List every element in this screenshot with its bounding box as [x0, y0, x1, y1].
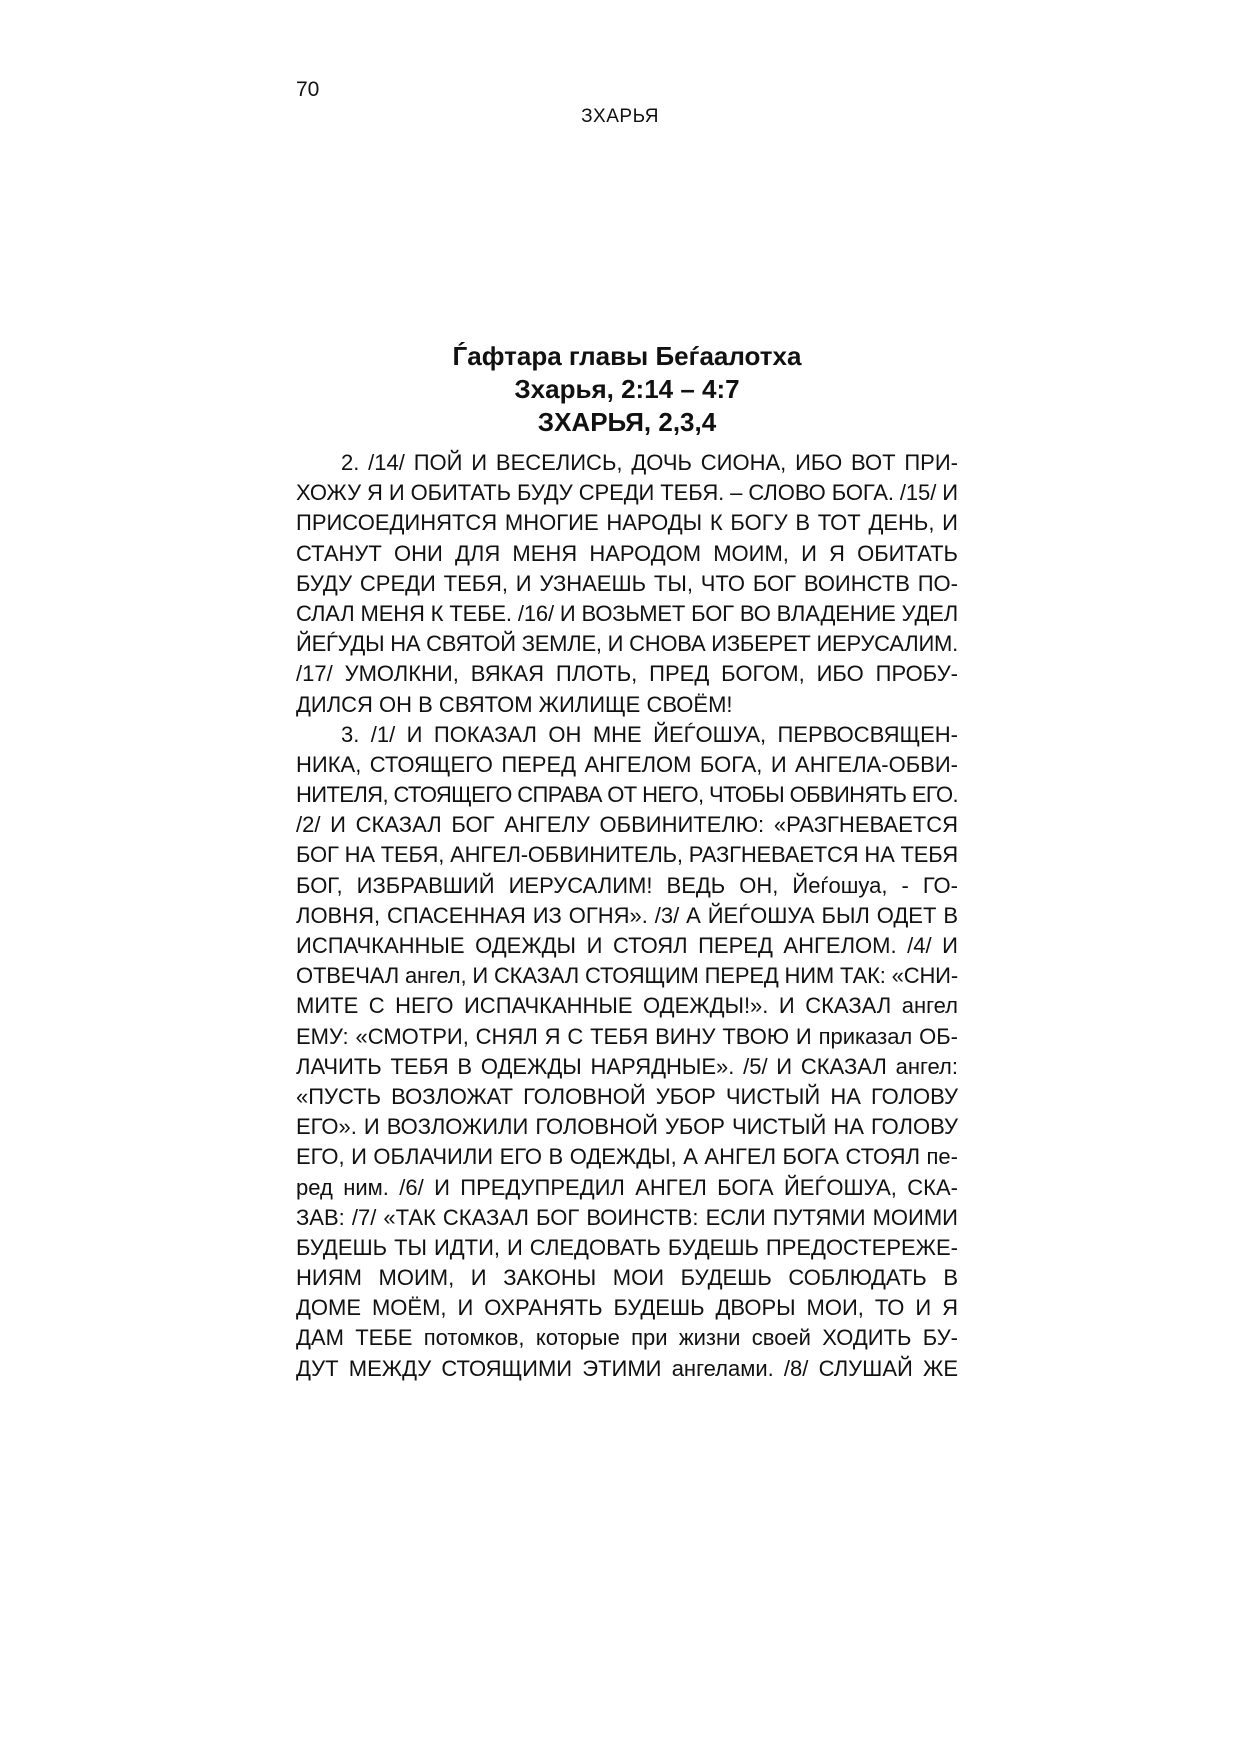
text-line: ДИЛСЯ ОН В СВЯТОМ ЖИЛИЩЕ СВОЁМ! — [296, 691, 733, 717]
text-line: ОТВЕЧАЛ ангел, И СКАЗАЛ СТОЯЩИМ ПЕРЕД НИМ ТАК: «СНИ- — [296, 963, 958, 989]
text-line: НИЯМ МОИМ, И ЗАКОНЫ МОИ БУДЕШЬ СОБЛЮДАТЬ В — [296, 1265, 958, 1291]
text-line: ЛОВНЯ, СПАСЕННАЯ ИЗ ОГНЯ». /3/ А ЙЕЃОШУА БЫЛ ОДЕТ В — [296, 902, 958, 928]
text-line: СТАНУТ ОНИ ДЛЯ МЕНЯ НАРОДОМ МОИМ, И Я ОБИТАТЬ — [296, 540, 958, 566]
section-title-block — [296, 340, 958, 439]
text-line: ИСПАЧКАННЫЕ ОДЕЖДЫ И СТОЯЛ ПЕРЕД АНГЕЛОМ. /4/ И — [296, 933, 958, 958]
text-line: «ПУСТЬ ВОЗЛОЖАТ ГОЛОВНОЙ УБОР ЧИСТЫЙ НА ГОЛОВУ — [296, 1083, 958, 1109]
text-line: ЕГО». И ВОЗЛОЖИЛИ ГОЛОВНОЙ УБОР ЧИСТЫЙ НА ГОЛОВУ — [296, 1114, 958, 1140]
text-line: ХОЖУ Я И ОБИТАТЬ БУДУ СРЕДИ ТЕБЯ. – СЛОВО БОГА. /15/ И — [296, 480, 958, 506]
page-number: 70 — [296, 78, 320, 101]
verse-range-title: Зхарья, 2:14 – 4:7 — [514, 374, 740, 404]
text-line: ДУТ МЕЖДУ СТОЯЩИМИ ЭТИМИ ангелами. /8/ СЛУШАЙ ЖЕ — [296, 1355, 958, 1381]
text-line: ЕГО, И ОБЛАЧИЛИ ЕГО В ОДЕЖДЫ, А АНГЕЛ БОГА СТОЯЛ пе- — [296, 1144, 958, 1170]
text-line: ЕМУ: «СМОТРИ, СНЯЛ Я С ТЕБЯ ВИНУ ТВОЮ И приказал ОБ- — [296, 1023, 958, 1049]
text-line: НИКА, СТОЯЩЕГО ПЕРЕД АНГЕЛОМ БОГА, И АНГЕЛА-ОБВИ- — [296, 751, 958, 777]
text-line: НИТЕЛЯ, СТОЯЩЕГО СПРАВА ОТ НЕГО, ЧТОБЫ ОБВИНЯТЬ ЕГО. — [296, 782, 959, 808]
paragraph — [296, 448, 958, 720]
text-line: СЛАЛ МЕНЯ К ТЕБЕ. /16/ И ВОЗЬМЕТ БОГ ВО ВЛАДЕНИЕ УДЕЛ — [296, 600, 959, 626]
text-line: ЗАВ: /7/ «ТАК СКАЗАЛ БОГ ВОИНСТВ: ЕСЛИ ПУТЯМИ МОИМИ — [296, 1204, 958, 1230]
text-line: БУДУ СРЕДИ ТЕБЯ, И УЗНАЕШЬ ТЫ, ЧТО БОГ ВОИНСТВ ПО- — [296, 570, 958, 596]
text-line: 3. /1/ И ПОКАЗАЛ ОН МНЕ ЙЕЃОШУА, ПЕРВОСВЯЩЕН- — [341, 721, 958, 747]
text-line: /2/ И СКАЗАЛ БОГ АНГЕЛУ ОБВИНИТЕЛЮ: «РАЗГНЕВАЕТСЯ — [296, 812, 958, 838]
running-header: ЗХАРЬЯ — [581, 106, 659, 127]
text-line: БОГ, ИЗБРАВШИЙ ИЕРУСАЛИМ! ВЕДЬ ОН, Йеѓошуа, - ГО- — [296, 872, 958, 898]
text-line: ЙЕЃУДЫ НА СВЯТОЙ ЗЕМЛЕ, И СНОВА ИЗБЕРЕТ ИЕРУСАЛИМ. — [296, 631, 958, 657]
text-line: /17/ УМОЛКНИ, ВЯКАЯ ПЛОТЬ, ПРЕД БОГОМ, ИБО ПРОБУ- — [296, 661, 958, 687]
text-line: ЛАЧИТЬ ТЕБЯ В ОДЕЖДЫ НАРЯДНЫЕ». /5/ И СКАЗАЛ ангел: — [296, 1053, 958, 1079]
text-line: ДАМ ТЕБЕ потомков, которые при жизни своей ХОДИТЬ БУ- — [296, 1325, 958, 1351]
text-line: МИТЕ С НЕГО ИСПАЧКАННЫЕ ОДЕЖДЫ!». И СКАЗАЛ ангел — [296, 993, 958, 1019]
text-line: БУДЕШЬ ТЫ ИДТИ, И СЛЕДОВАТЬ БУДЕШЬ ПРЕДОСТЕРЕЖЕ- — [296, 1234, 958, 1260]
body-text — [296, 448, 958, 1384]
text-line: ПРИСОЕДИНЯТСЯ МНОГИЕ НАРОДЫ К БОГУ В ТОТ ДЕНЬ, И — [296, 510, 958, 536]
text-line: БОГ НА ТЕБЯ, АНГЕЛ-ОБВИНИТЕЛЬ, РАЗГНЕВАЕТСЯ НА ТЕБЯ — [296, 842, 958, 868]
text-line: ред ним. /6/ И ПРЕДУПРЕДИЛ АНГЕЛ БОГА ЙЕЃОШУА, СКА- — [296, 1174, 958, 1200]
paragraph — [296, 720, 958, 1384]
text-line: 2. /14/ ПОЙ И ВЕСЕЛИСЬ, ДОЧЬ СИОНА, ИБО ВОТ ПРИ- — [341, 450, 958, 475]
chapter-title: ЗХАРЬЯ, 2,3,4 — [537, 407, 717, 437]
haftarah-title: Ѓафтара главы Беѓаалотха — [452, 341, 802, 371]
text-line: ДОМЕ МОЁМ, И ОХРАНЯТЬ БУДЕШЬ ДВОРЫ МОИ, ТО И Я — [296, 1295, 958, 1321]
